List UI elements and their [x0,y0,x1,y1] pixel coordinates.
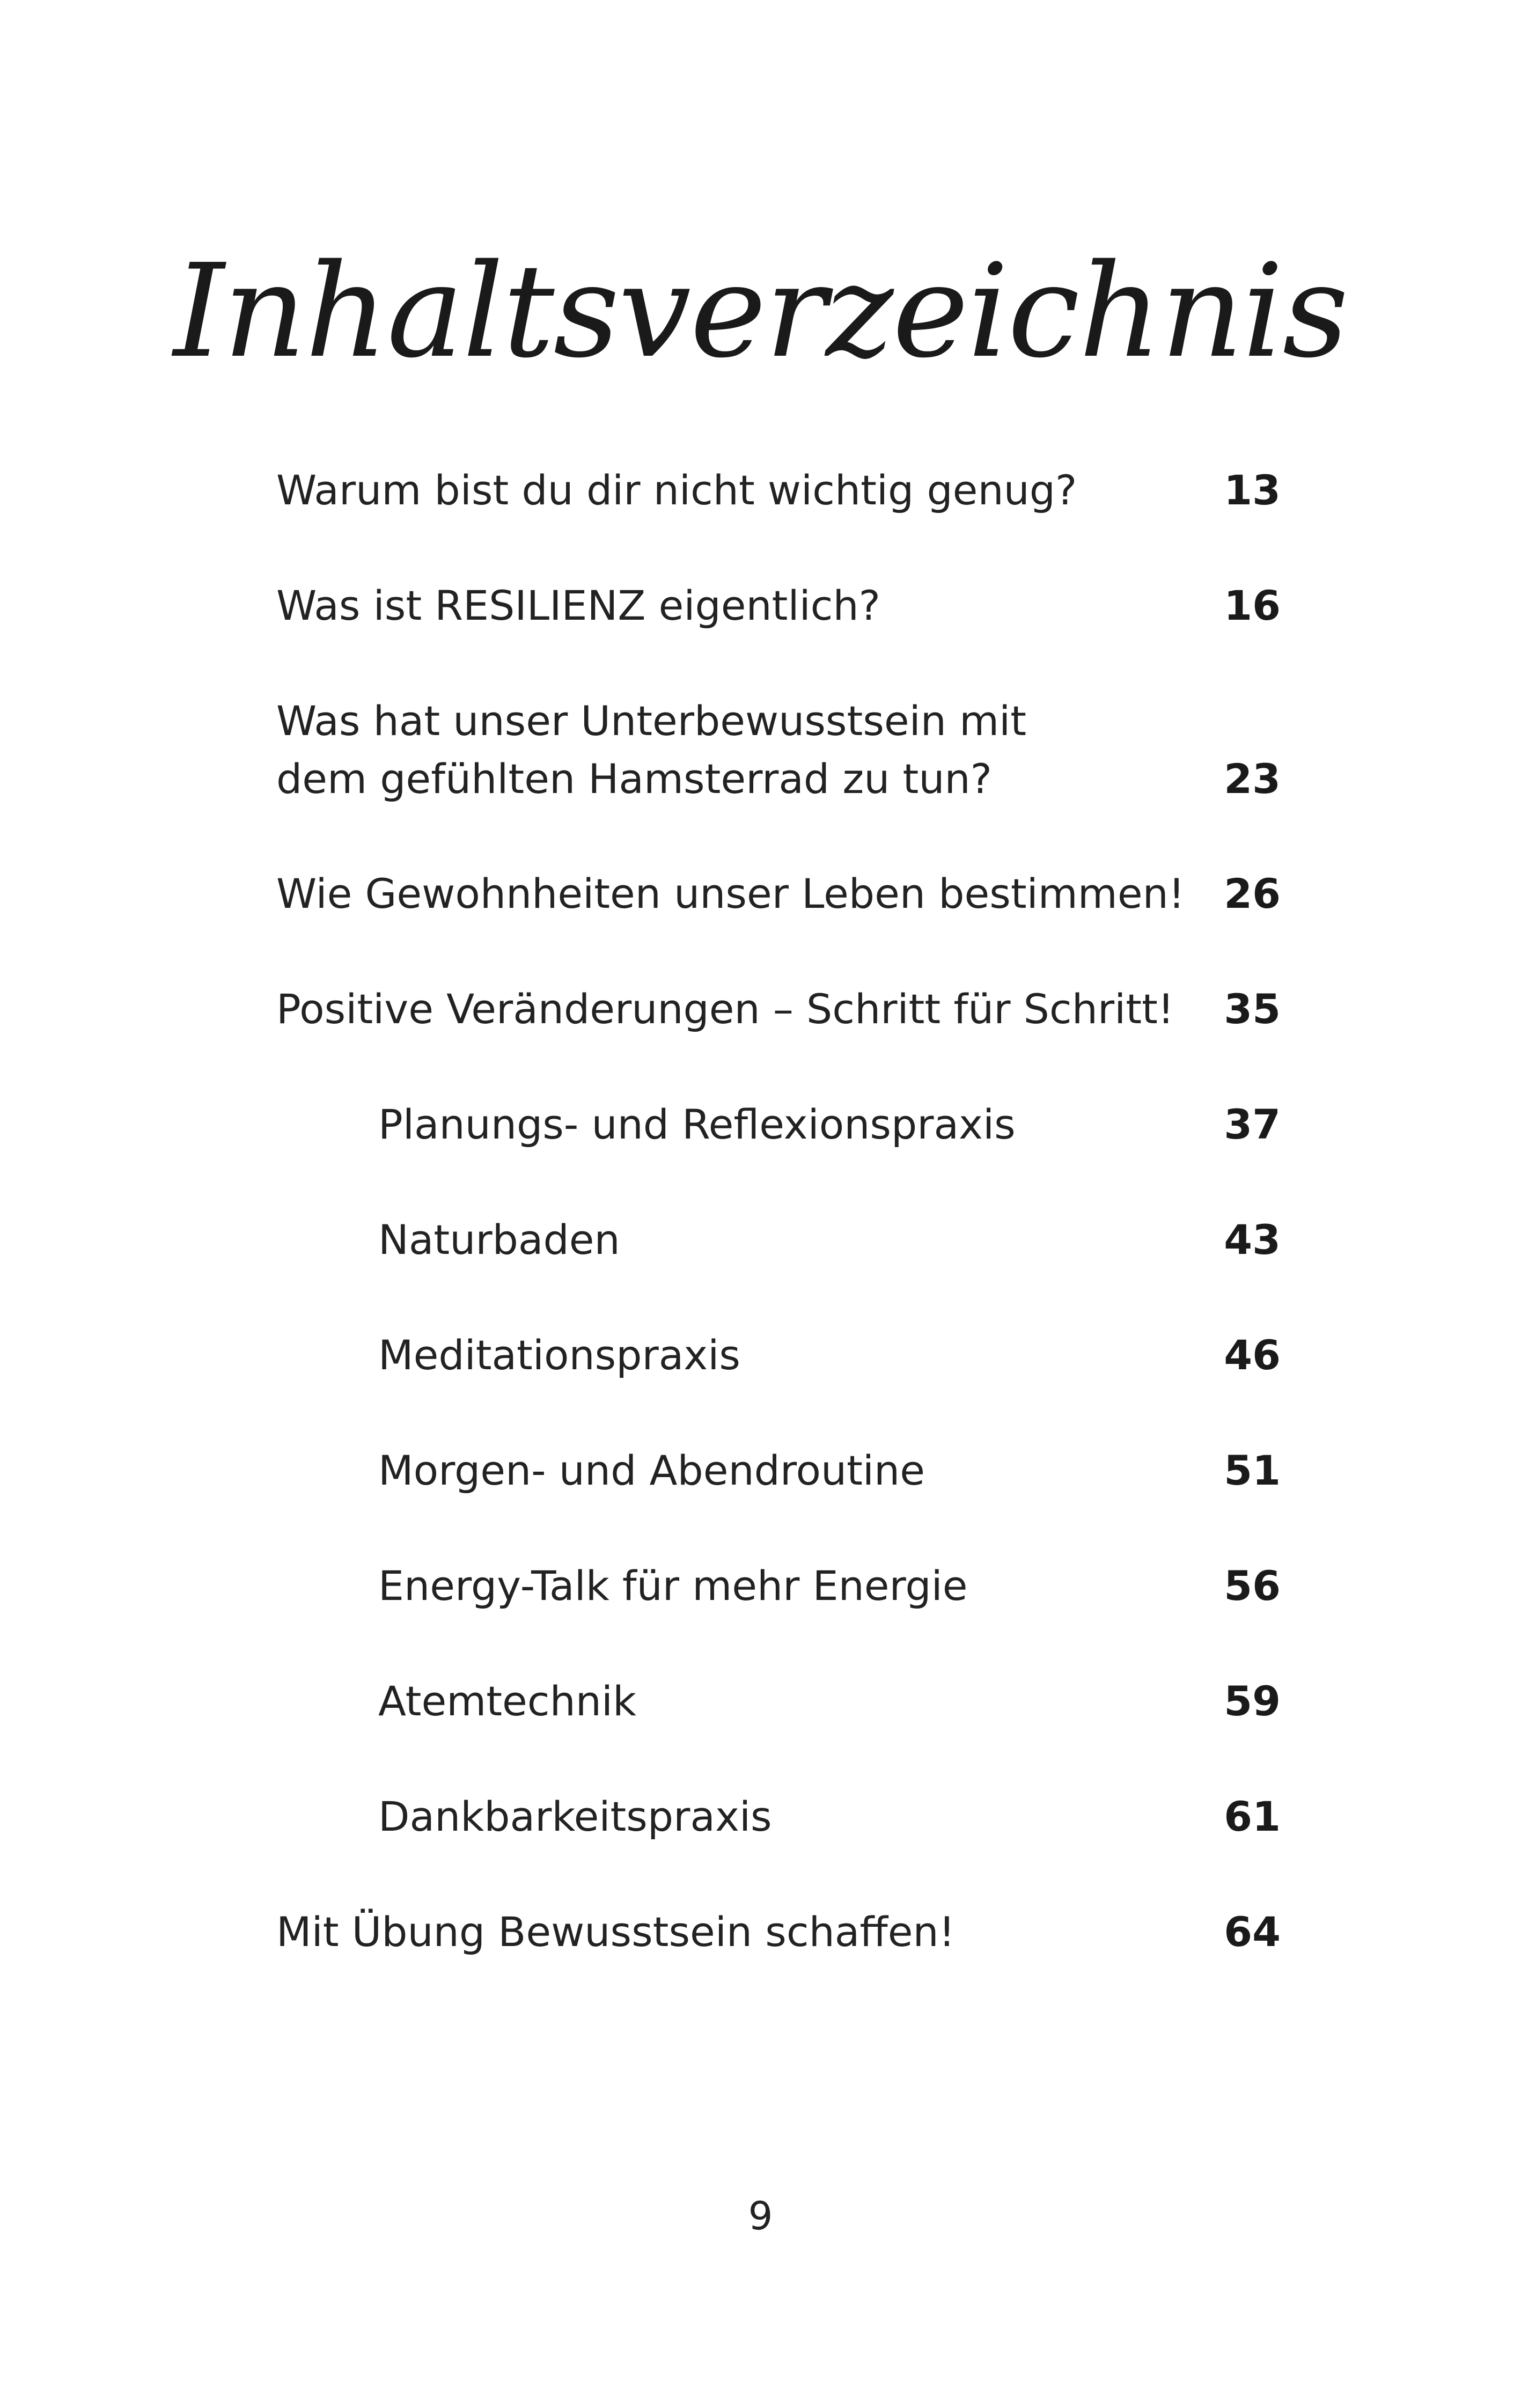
toc-entry-title: Morgen- und Abendroutine [378,1447,925,1494]
toc-entry-title: Naturbaden [378,1216,620,1264]
toc-entry-title: Dankbarkeitspraxis [378,1793,772,1840]
toc-entry-page: 16 [1224,582,1281,629]
page-title: Inhaltsverzeichnis [173,236,1348,386]
toc-entry-title: Was hat unser Unterbewusstsein mit dem gefühlten Hamsterrad zu tun? [276,697,1027,803]
toc-entry-page: 56 [1224,1562,1281,1610]
toc-entry-title: Mit Übung Bewusstsein schaffen! [276,1908,956,1956]
toc-entry-page: 59 [1224,1677,1281,1725]
toc-entry-title: Wie Gewohnheiten unser Leben bestimmen! [276,870,1185,917]
toc-entry-title: Warum bist du dir nicht wichtig genug? [276,466,1077,514]
toc-entry-page: 43 [1224,1216,1281,1264]
toc-entry-title: Planungs- und Reflexionspraxis [378,1100,1016,1148]
toc-entry-title: Meditationspraxis [378,1331,740,1379]
toc-entry-page: 37 [1224,1100,1281,1148]
toc-entry-page: 46 [1224,1331,1281,1379]
toc-entry-page: 64 [1224,1908,1281,1956]
toc-entry-title: Atemtechnik [378,1677,637,1725]
toc-entry-page: 13 [1224,466,1281,514]
toc-entry-title: Positive Veränderungen – Schritt für Schritt! [276,985,1174,1033]
page-number: 9 [748,2193,773,2238]
toc-entry-title: Was ist RESILIENZ eigentlich? [276,582,880,629]
toc-entry-page: 23 [1224,755,1281,803]
toc-entry-title: Energy-Talk für mehr Energie [378,1562,968,1610]
toc-entry-page: 26 [1224,870,1281,917]
toc-entry-page: 51 [1224,1447,1281,1494]
toc-entry-page: 35 [1224,985,1281,1033]
toc-entry-page: 61 [1224,1793,1281,1840]
